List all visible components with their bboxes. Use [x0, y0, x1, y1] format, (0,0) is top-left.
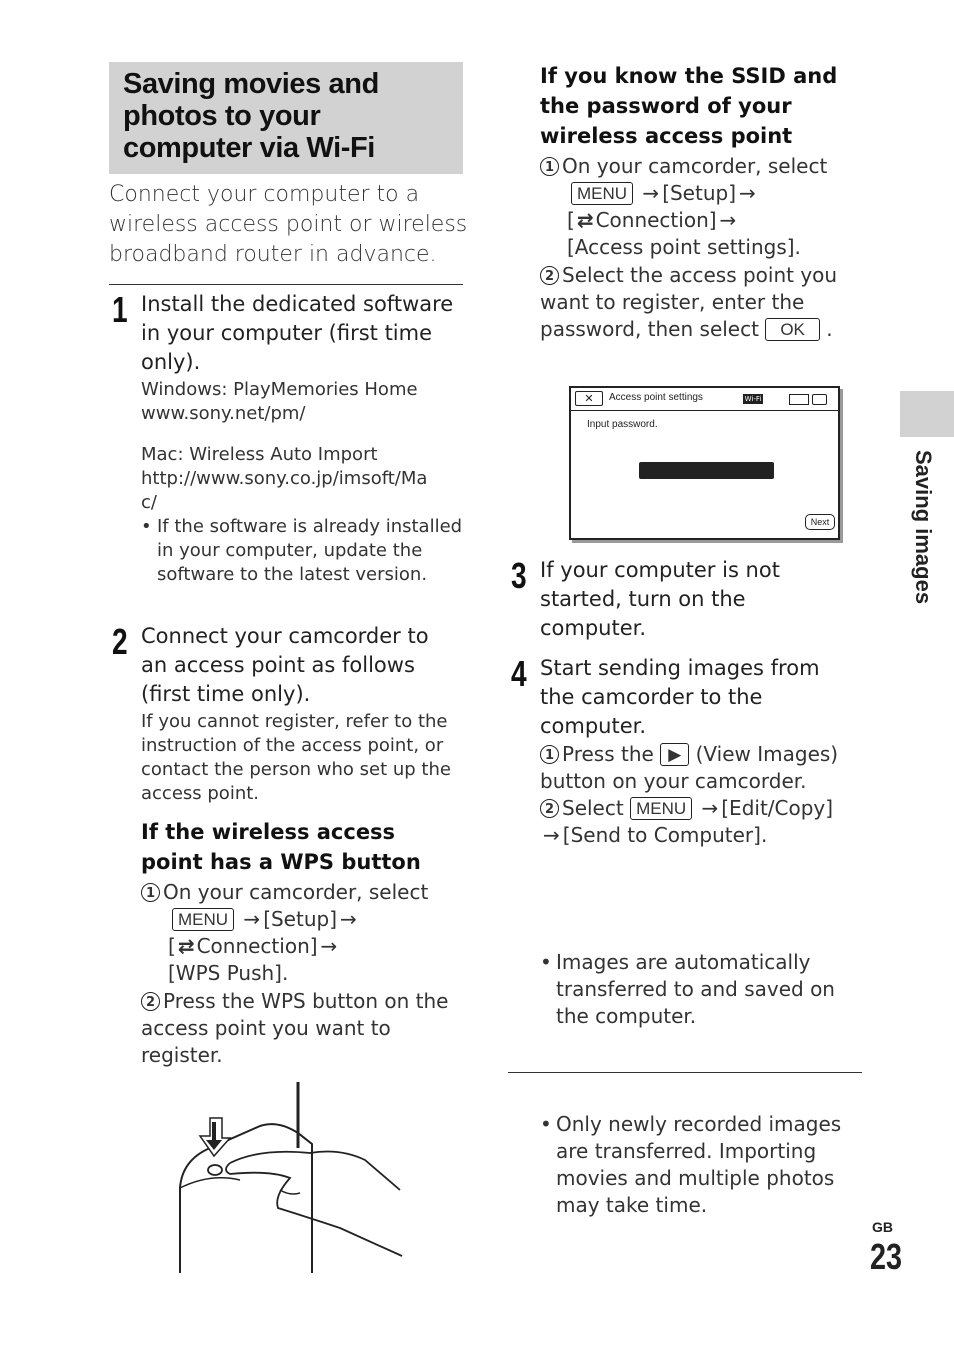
arrow-icon: →: [243, 907, 261, 931]
step-1-number: 1: [112, 289, 128, 330]
page-number: 23: [870, 1236, 903, 1277]
arrow-icon: →: [739, 181, 756, 205]
media-icon: [789, 394, 809, 405]
battery-icon: [812, 394, 827, 405]
menu-button-icon: MENU: [571, 182, 633, 205]
circled-2: 2: [540, 266, 559, 285]
arrow-icon: →: [320, 934, 338, 958]
wps-item-1: 1 On your camcorder, select MENU → [Setup] → [ ⇄ Connection] → [WPS Push].: [141, 879, 463, 987]
connection-icon: ⇄: [177, 934, 195, 958]
circled-2: 2: [540, 799, 559, 818]
circled-1: 1: [141, 883, 160, 902]
step-4-number: 4: [511, 653, 527, 694]
title-box: [109, 62, 463, 174]
send-bullet-1: • Images are automatically transferred to and saved on the computer.: [540, 949, 856, 1030]
send-item-1: 1 Press the ▶ (View Images) button on your camcorder.: [540, 742, 839, 793]
windows-software: Windows: PlayMemories Home: [141, 379, 418, 400]
wps-button: [208, 1165, 222, 1175]
ssid-heading: If you know the SSID and the password of your wireless access point: [540, 64, 838, 148]
wifi-icon: Wi-Fi: [744, 395, 762, 403]
step-2-note: If you cannot register, refer to the instruction of the access point, or contact the person who set up the access point.: [141, 711, 451, 804]
step-1-note: • If the software is already installed in your computer, update the software to the latest version.: [141, 515, 463, 587]
step-1-windows: [141, 378, 463, 426]
next-button[interactable]: Next: [805, 514, 835, 530]
password-field[interactable]: [639, 462, 774, 479]
menu-button-icon: MENU: [172, 908, 234, 931]
arrow-icon: →: [340, 907, 357, 931]
step-1-mac: [141, 443, 441, 515]
section-label: Saving images: [911, 450, 936, 605]
circled-1: 1: [540, 157, 559, 176]
arrow-icon: →: [701, 796, 719, 820]
section-tab: [900, 391, 954, 437]
password-label: Input password.: [587, 419, 658, 430]
intro-text: Connect your computer to a wireless access point or wireless broadband router in advance.: [109, 182, 468, 267]
step-2-heading: Connect your camcorder to an access point as follows (first time only).: [141, 624, 429, 706]
ssid-item-1: 1 On your camcorder, select MENU → [Setup] → [ ⇄ Connection] → [Access point settings].: [540, 153, 858, 261]
lcd-screen: [569, 386, 840, 540]
close-icon: ✕: [575, 391, 603, 406]
send-item-2: 2 Select MENU → [Edit/Copy] → [Send to Computer].: [540, 795, 860, 849]
wps-heading: If the wireless access point has a WPS button: [141, 820, 421, 874]
lcd-title: Access point settings: [609, 392, 703, 403]
language-code: GB: [872, 1219, 893, 1235]
menu-button-icon: MENU: [630, 797, 692, 820]
step-3-number: 3: [511, 555, 527, 596]
connection-icon: ⇄: [576, 208, 594, 232]
wps-button-illustration: [170, 1078, 410, 1273]
page-title: Saving movies and photos to your computer via Wi-Fi: [123, 68, 379, 164]
ssid-item-2: 2 Select the access point you want to register, enter the password, then select OK .: [540, 263, 838, 341]
arrow-icon: →: [642, 181, 660, 205]
divider: [508, 1072, 862, 1073]
send-bullet-2: • Only newly recorded images are transferred. Importing movies and multiple photos may take time.: [540, 1111, 860, 1219]
lcd-title-bar: [571, 388, 838, 411]
step-3-heading: If your computer is not started, turn on the computer.: [540, 558, 780, 640]
step-2-number: 2: [112, 621, 128, 662]
arrow-icon: →: [543, 823, 560, 847]
mac-url[interactable]: http://www.sony.co.jp/imsoft/Mac/: [141, 468, 428, 513]
divider: [109, 284, 463, 285]
windows-url[interactable]: www.sony.net/pm/: [141, 403, 306, 424]
ok-button-icon: OK: [765, 318, 820, 341]
arrow-icon: →: [719, 208, 737, 232]
circled-1: 1: [540, 745, 559, 764]
mac-software: Mac: Wireless Auto Import: [141, 444, 378, 465]
wps-item-2: 2 Press the WPS button on the access point you want to register.: [141, 989, 449, 1067]
circled-2: 2: [141, 992, 160, 1011]
step-4-heading: Start sending images from the camcorder to the computer.: [540, 656, 820, 738]
play-button-icon: ▶: [660, 743, 689, 766]
step-1-heading: Install the dedicated software in your computer (first time only).: [141, 292, 454, 374]
